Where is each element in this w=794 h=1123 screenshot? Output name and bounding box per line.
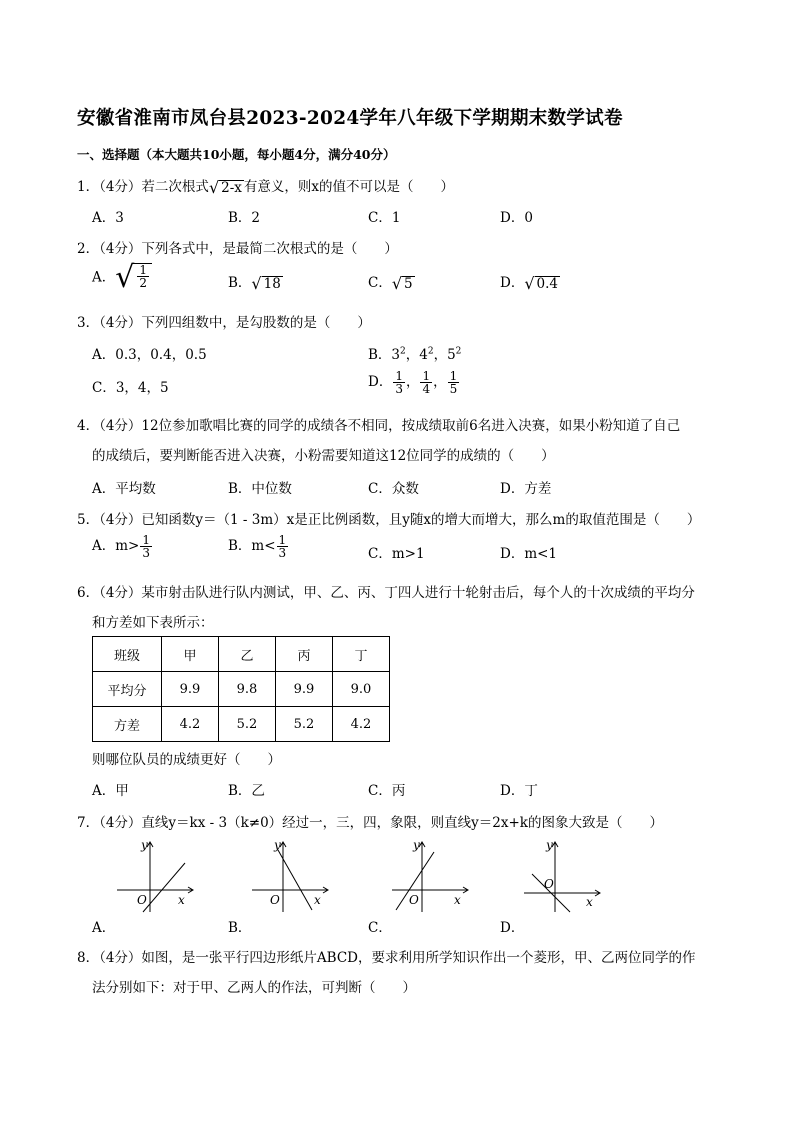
q2-option-a[interactable]: A． √ $\frac{1}{2}$	[92, 263, 152, 293]
q7-b-x-label: x	[314, 893, 321, 907]
q5-option-b[interactable]: B．m< $\frac{1}{3}$	[228, 533, 287, 560]
q7-c-x-label: x	[454, 893, 461, 907]
table-header-cell: 丁	[333, 637, 390, 672]
q3-option-a[interactable]: A．0.3，0.4，0.5	[92, 347, 207, 363]
table-cell: 9.9	[276, 672, 333, 707]
question-7: 7．（4分）直线y＝kx - 3（k≠0）经过一，三，四，象限，则直线y＝2x+k的图象大致是（ ）	[77, 815, 663, 831]
q4-option-b[interactable]: B．中位数	[228, 481, 292, 497]
table-cell: 平均分	[93, 672, 162, 707]
q7-a-origin-label: O	[137, 893, 147, 907]
q7-d-origin-label: O	[544, 877, 554, 891]
q6-option-d[interactable]: D．丁	[500, 783, 538, 799]
table-cell: 4.2	[162, 707, 219, 742]
q6-option-c[interactable]: C．丙	[368, 783, 406, 799]
q7-graph-c[interactable]	[390, 838, 470, 913]
q3-option-d[interactable]: D． $\frac{1}{3}$ ， $\frac{1}{4}$ ， $\frac{1}{5}$	[368, 369, 458, 396]
table-header-cell: 甲	[162, 637, 219, 672]
q3-option-b[interactable]: B．$3^2$，$4^2$，$5^2$	[368, 346, 462, 363]
q3-option-c[interactable]: C．3，4，5	[92, 380, 169, 396]
table-row	[93, 672, 390, 707]
q2-option-c[interactable]: C． √ 5	[368, 273, 413, 293]
table-cell: 5.2	[219, 707, 276, 742]
q7-option-a[interactable]: A．	[92, 920, 116, 936]
q5-option-c[interactable]: C．m>1	[368, 546, 425, 562]
q4-option-a[interactable]: A．平均数	[92, 481, 156, 497]
q7-c-origin-label: O	[409, 893, 419, 907]
question-1	[77, 175, 454, 196]
question-4-line-2: 的成绩后，要判断能否进入决赛，小粉需要知道这12位同学的成绩的（ ）	[92, 448, 555, 464]
q7-option-c[interactable]: C．	[368, 920, 392, 936]
table-cell: 9.0	[333, 672, 390, 707]
question-4-line-1: 4．（4分）12位参加歌唱比赛的同学的成绩各不相同，按成绩取前6名进入决赛，如果小粉知道了自己	[77, 418, 681, 434]
q1-stem-post: 有意义，则x的值不可以是（ ）	[243, 179, 455, 195]
question-8-line-1: 8．（4分）如图，是一张平行四边形纸片ABCD，要求利用所学知识作出一个菱形，甲、乙两位同学的作	[77, 950, 696, 966]
question-3: 3．（4分）下列四组数中，是勾股数的是（ ）	[77, 315, 371, 331]
table-header-cell: 班级	[93, 637, 162, 672]
question-6-line-2: 和方差如下表所示：	[92, 615, 214, 631]
q7-d-y-label: y	[546, 838, 553, 852]
table-cell: 方差	[93, 707, 162, 742]
q2-option-b[interactable]: B． √ 18	[228, 273, 281, 293]
table-row	[93, 637, 390, 672]
score-table	[92, 636, 390, 742]
question-6-prompt: 则哪位队员的成绩更好（ ）	[92, 752, 281, 768]
q5-option-a[interactable]: A．m> $\frac{1}{3}$	[92, 533, 151, 560]
q1-option-d[interactable]: D．0	[500, 210, 533, 226]
question-2: 2．（4分）下列各式中，是最简二次根式的是（ ）	[77, 241, 398, 257]
q7-graph-b[interactable]	[250, 838, 330, 913]
question-5: 5．（4分）已知函数y＝（1 - 3m）x是正比例函数，且y随x的增大而增大，那么m的取值范围是（ ）	[77, 512, 701, 528]
q7-b-origin-label: O	[270, 893, 280, 907]
q2-option-d[interactable]: D． √ 0.4	[500, 273, 559, 293]
section-heading: 一、选择题（本大题共10小题，每小题4分，满分40分）	[77, 147, 396, 162]
table-cell: 9.8	[219, 672, 276, 707]
q7-graph-a[interactable]	[115, 838, 195, 913]
q7-c-y-label: y	[413, 838, 420, 852]
q1-option-c[interactable]: C．1	[368, 210, 401, 226]
q7-option-b[interactable]: B．	[228, 920, 252, 936]
q5-option-d[interactable]: D．m<1	[500, 546, 558, 562]
q7-option-d[interactable]: D．	[500, 920, 525, 936]
q7-a-y-label: y	[141, 838, 148, 852]
q1-radical: √ 2-x	[208, 177, 242, 197]
q6-option-a[interactable]: A．甲	[92, 783, 129, 799]
question-8-line-2: 法分别如下：对于甲、乙两人的作法，可判断（ ）	[92, 980, 416, 996]
q4-option-c[interactable]: C．众数	[368, 481, 419, 497]
question-6-line-1: 6．（4分）某市射击队进行队内测试，甲、乙、丙、丁四人进行十轮射击后，每个人的十次成绩的平均分	[77, 585, 695, 601]
table-cell: 5.2	[276, 707, 333, 742]
table-cell: 4.2	[333, 707, 390, 742]
q1-stem-pre: 1．（4分）若二次根式	[77, 179, 209, 195]
table-header-cell: 丙	[276, 637, 333, 672]
q6-option-b[interactable]: B．乙	[228, 783, 265, 799]
q1-option-b[interactable]: B．2	[228, 210, 261, 226]
table-row	[93, 707, 390, 742]
table-header-cell: 乙	[219, 637, 276, 672]
q7-graph-d[interactable]	[522, 838, 602, 913]
q4-option-d[interactable]: D．方差	[500, 481, 552, 497]
q1-option-a[interactable]: A．3	[92, 210, 124, 226]
page-title: 安徽省淮南市凤台县2023-2024学年八年级下学期期末数学试卷	[77, 108, 623, 129]
q7-d-x-label: x	[586, 895, 593, 909]
q7-b-y-label: y	[274, 838, 281, 852]
q7-a-x-label: x	[178, 893, 185, 907]
table-cell: 9.9	[162, 672, 219, 707]
